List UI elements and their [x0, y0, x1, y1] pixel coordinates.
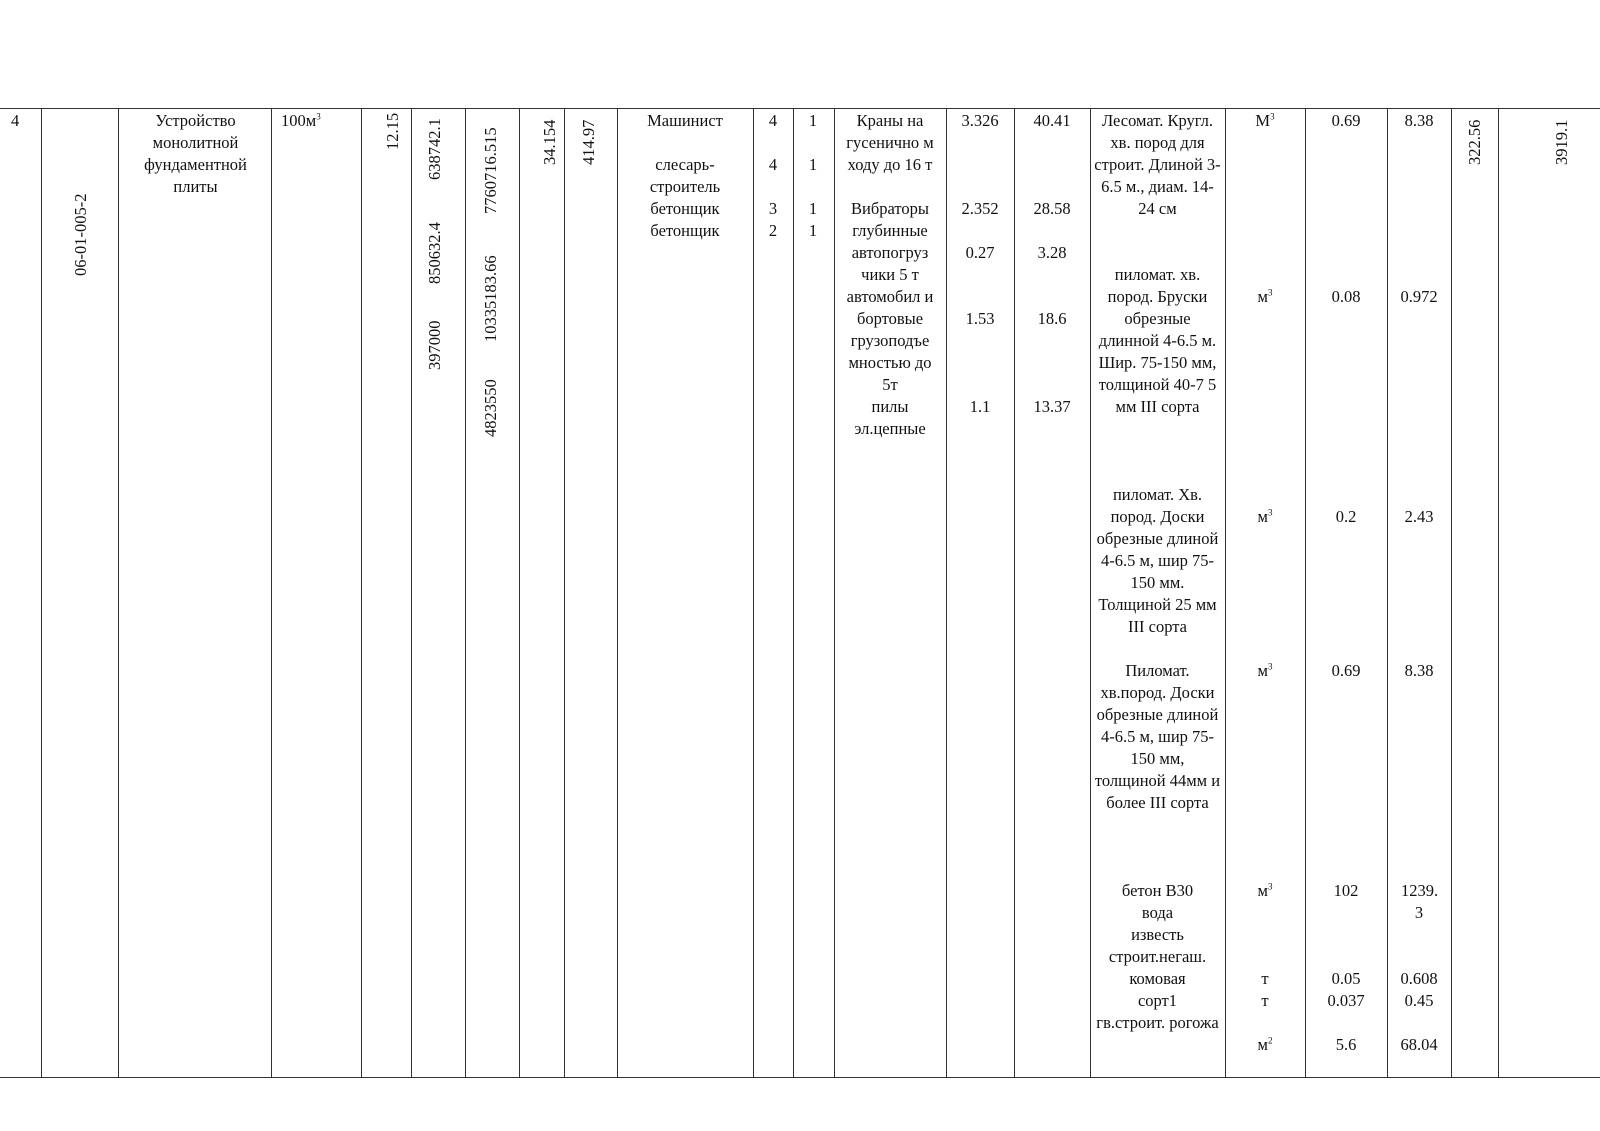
worker-name: бетонщик [650, 221, 720, 240]
column-divider [753, 108, 754, 1077]
machine-name: автомобил и бортовые грузоподъе мностью до 5т [846, 287, 934, 394]
material-unit-sup: 3 [1270, 111, 1275, 122]
column-divider [271, 108, 272, 1077]
material-name: вода [1141, 903, 1174, 922]
machine-value-2: 3.28 [1037, 243, 1067, 262]
col21-value: 322.56 [1465, 119, 1484, 165]
table-bottom-border [0, 1077, 1600, 1078]
material-value-2: 1239. 3 [1401, 881, 1439, 922]
table-top-border [0, 108, 1600, 109]
material-name: гв.строит. рогожа [1096, 1013, 1219, 1032]
column-divider [1090, 108, 1091, 1077]
material-value-1: 0.037 [1327, 991, 1365, 1010]
column-divider [1498, 108, 1499, 1077]
material-unit-sup: 3 [1267, 661, 1273, 672]
material-value-2: 0.45 [1404, 991, 1434, 1010]
machine-name: автопогруз чики 5 т [851, 243, 929, 284]
col6-value-1: 638742.1 [425, 118, 444, 180]
machine-value-2: 40.41 [1033, 111, 1071, 130]
material-unit-base: м [1257, 507, 1268, 526]
machine-name: пилы эл.цепные [854, 397, 926, 438]
work-unit-base: 100м [281, 111, 317, 130]
material-unit-base: м [1257, 881, 1268, 900]
col9-value: 414.97 [579, 119, 598, 165]
column-divider [411, 108, 412, 1077]
worker-name: Машинист [647, 111, 723, 130]
col22-value: 3919.1 [1552, 119, 1571, 165]
worker-count: 1 [808, 221, 818, 240]
material-unit-base: т [1261, 969, 1269, 988]
work-unit-sup: 3 [316, 111, 321, 122]
column-divider [1014, 108, 1015, 1077]
worker-count: 1 [808, 111, 818, 130]
worker-grade: 3 [768, 199, 778, 218]
material-unit [1229, 968, 1301, 990]
material-unit-base: м [1257, 661, 1268, 680]
material-unit-sup: 3 [1267, 287, 1273, 298]
machine-value-1: 1.53 [965, 309, 995, 328]
col8-value: 34.154 [540, 119, 559, 165]
material-unit-base: м [1257, 287, 1268, 306]
machine-name: Вибраторы глубинные [851, 199, 929, 240]
material-name: Лесомат. Кругл. хв. пород для строит. Длиной 3-6.5 м., диам. 14-24 см [1094, 111, 1221, 218]
machine-name: Краны на гусенично м ходу до 16 т [846, 111, 934, 174]
worker-grade: 2 [768, 221, 778, 240]
material-unit [1229, 506, 1301, 528]
material-value-2: 0.608 [1400, 969, 1438, 988]
column-divider [834, 108, 835, 1077]
material-name: пиломат. хв. пород. Бруски обрезные длинной 4-6.5 м. Шир. 75-150 мм, толщиной 40-7 5 мм III сорта [1098, 265, 1217, 416]
column-divider [617, 108, 618, 1077]
col6-value-3: 397000 [425, 320, 444, 370]
material-value-2: 8.38 [1404, 111, 1434, 130]
material-value-1: 0.05 [1331, 969, 1361, 988]
material-unit [1229, 110, 1301, 132]
machine-value-1: 1.1 [969, 397, 991, 416]
worker-count: 1 [808, 155, 818, 174]
col6-value-2: 850632.4 [425, 222, 444, 284]
column-divider [946, 108, 947, 1077]
material-unit [1229, 660, 1301, 682]
column-divider [361, 108, 362, 1077]
material-name: известь строит.негаш. комовая [1108, 925, 1207, 988]
column-divider [118, 108, 119, 1077]
column-divider [1225, 108, 1226, 1077]
material-unit-sup: 3 [1267, 881, 1273, 892]
col7-value-1: 7760716.515 [481, 127, 500, 214]
worker-grade: 4 [768, 155, 778, 174]
column-divider [519, 108, 520, 1077]
work-unit [281, 110, 321, 132]
material-unit-base: т [1261, 991, 1269, 1010]
col7-value-3: 4823550 [481, 379, 500, 437]
worker-grade: 4 [768, 111, 778, 130]
column-divider [793, 108, 794, 1077]
material-unit [1229, 880, 1301, 902]
col5-value: 12.15 [383, 112, 402, 150]
material-value-1: 0.08 [1331, 287, 1361, 306]
material-unit [1229, 990, 1301, 1012]
row-number: 4 [11, 111, 20, 130]
column-divider [564, 108, 565, 1077]
material-value-1: 0.69 [1331, 661, 1361, 680]
material-unit [1229, 1034, 1301, 1056]
material-name: пиломат. Хв. пород. Доски обрезные длиной 4-6.5 м, шир 75-150 мм. Толщиной 25 мм III сорта [1096, 485, 1219, 636]
row-code: 06-01-005-2 [71, 193, 90, 276]
material-value-2: 8.38 [1404, 661, 1434, 680]
material-unit-sup: 2 [1267, 1035, 1273, 1046]
machine-value-2: 13.37 [1033, 397, 1071, 416]
column-divider [41, 108, 42, 1077]
material-unit-sup: 3 [1267, 507, 1273, 518]
material-value-1: 5.6 [1335, 1035, 1357, 1054]
material-value-1: 0.69 [1331, 111, 1361, 130]
machine-value-1: 0.27 [965, 243, 995, 262]
material-name: сорт1 [1137, 991, 1178, 1010]
column-divider [465, 108, 466, 1077]
column-divider [1451, 108, 1452, 1077]
machine-value-2: 18.6 [1037, 309, 1067, 328]
material-name: бетон В30 [1121, 881, 1194, 900]
machine-value-2: 28.58 [1033, 199, 1071, 218]
material-unit-base: м [1257, 1035, 1268, 1054]
column-divider [1305, 108, 1306, 1077]
worker-name: бетонщик [650, 199, 720, 218]
material-unit-base: М [1255, 111, 1271, 130]
work-name: Устройство монолитной фундаментной плиты [144, 111, 247, 196]
material-value-1: 0.2 [1335, 507, 1357, 526]
worker-name: слесарь-строитель [649, 155, 721, 196]
material-value-2: 68.04 [1400, 1035, 1438, 1054]
material-unit [1229, 286, 1301, 308]
material-value-1: 102 [1333, 881, 1359, 900]
machine-value-1: 2.352 [961, 199, 999, 218]
worker-count: 1 [808, 199, 818, 218]
machine-value-1: 3.326 [961, 111, 999, 130]
material-name: Пиломат. хв.пород. Доски обрезные длиной 4-6.5 м, шир 75-150 мм, толщиной 44мм и более III сорта [1094, 661, 1221, 812]
col7-value-2: 10335183.66 [481, 255, 500, 342]
column-divider [1387, 108, 1388, 1077]
material-value-2: 2.43 [1404, 507, 1434, 526]
material-value-2: 0.972 [1400, 287, 1438, 306]
